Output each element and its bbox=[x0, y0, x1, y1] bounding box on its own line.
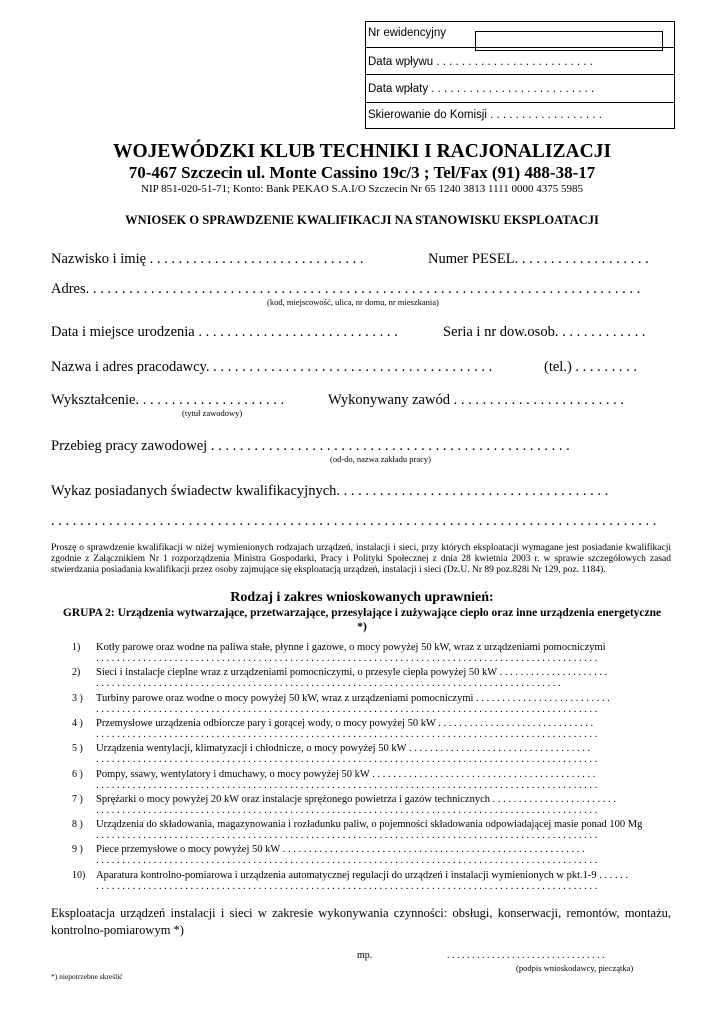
certificates-continuation-line[interactable]: . . . . . . . . . . . . . . . . . . . . . . . . . . . . . . . . . . . . . . . . . . . . . . . . . . . . . . . . . . . . . . . . . . . . . . . . . . . . . . . . . . . . bbox=[51, 513, 657, 529]
group-title: GRUPA 2: Urządzenia wytwarzające, przetwarzające, przesyłające i zużywające ciepło oraz inne urządzenia energetyczne *) bbox=[62, 607, 662, 633]
item-label[interactable]: Sprężarki o mocy powyżej 20 kW oraz instalacje sprężonego powietrza i gazów technicznych . . . . . . . . . . . . . . . . . . . . . . . . bbox=[96, 794, 616, 805]
item-number: 10) bbox=[72, 870, 86, 881]
item-fill-line[interactable]: . . . . . . . . . . . . . . . . . . . . . . . . . . . . . . . . . . . . . . . . . . . . . . . . . . . . . . . . . . . . . . . . . . . . . . . . . . . . . . . . . . . . . . . . . . . . . . . . bbox=[96, 653, 598, 664]
item-fill-line[interactable]: . . . . . . . . . . . . . . . . . . . . . . . . . . . . . . . . . . . . . . . . . . . . . . . . . . . . . . . . . . . . . . . . . . . . . . . . . . . . . . . . . . . . . . . . . . . . . . . . bbox=[96, 855, 598, 866]
item-number: 2) bbox=[72, 667, 81, 678]
item-label[interactable]: Przemysłowe urządzenia odbiorcze pary i gorącej wody, o mocy powyżej 50 kW . . . . . . . . . . . . . . . . . . . . . . . . . . . . . . bbox=[96, 718, 594, 729]
name-field[interactable]: Nazwisko i imię . . . . . . . . . . . . . . . . . . . . . . . . . . . . . . bbox=[51, 251, 364, 267]
birth-date-place-field[interactable]: Data i miejsce urodzenia . . . . . . . . . . . . . . . . . . . . . . . . . . . . bbox=[51, 324, 398, 340]
item-number: 4 ) bbox=[72, 718, 83, 729]
registry-divider bbox=[366, 102, 674, 103]
work-history-hint: (od-do, nazwa zakładu pracy) bbox=[330, 454, 432, 464]
item-fill-line[interactable]: . . . . . . . . . . . . . . . . . . . . . . . . . . . . . . . . . . . . . . . . . . . . . . . . . . . . . . . . . . . . . . . . . . . . . . . . . . . . . . . . . . . . . . . . . . . . . . . . bbox=[96, 805, 598, 816]
item-fill-line[interactable]: . . . . . . . . . . . . . . . . . . . . . . . . . . . . . . . . . . . . . . . . . . . . . . . . . . . . . . . . . . . . . . . . . . . . . . . . . . . . . . . . . . . . . . . . . . . . . . . . bbox=[96, 780, 598, 791]
item-label[interactable]: Sieci i instalacje cieplne wraz z urządzeniami pomocniczymi, o przesyle ciepła powyżej 50 kW . . . . . . . . . . . . . . . . . . . . . bbox=[96, 667, 608, 678]
id-card-field[interactable]: Seria i nr dow.osob. . . . . . . . . . . . . bbox=[443, 324, 646, 340]
registry-divider bbox=[366, 74, 674, 75]
registry-divider bbox=[366, 47, 674, 48]
signature-hint: (podpis wnioskodawcy, pieczątka) bbox=[516, 963, 634, 973]
item-label[interactable]: Urządzenia wentylacji, klimatyzacji i chłodnicze, o mocy powyżej 50 kW . . . . . . . . . . . . . . . . . . . . . . . . . . . . . . . . . . . bbox=[96, 743, 591, 754]
item-number: 7 ) bbox=[72, 794, 83, 805]
item-number: 9 ) bbox=[72, 844, 83, 855]
organization-name: WOJEWÓDZKI KLUB TECHNIKI I RACJONALIZACJI bbox=[112, 141, 612, 162]
item-label[interactable]: Turbiny parowe oraz wodne o mocy powyżej 50 kW, wraz z urządzeniami pomocniczymi . . . . . . . . . . . . . . . . . . . . . . . . . . bbox=[96, 693, 610, 704]
education-hint: (tytuł zawodowy) bbox=[182, 408, 243, 418]
item-number: 3 ) bbox=[72, 693, 83, 704]
scope-text: Eksploatacja urządzeń instalacji i sieci w zakresie wykonywania czynności: obsługi, konserwacji, remontów, montażu, kontrolno-pomiarowym *) bbox=[51, 906, 671, 937]
organization-nip: NIP 851-020-51-71; Konto: Bank PEKAO S.A.I/O Szczecin Nr 65 1240 3813 1111 0000 4375 5985 bbox=[141, 183, 583, 195]
item-label[interactable]: Aparatura kontrolno-pomiarowa i urządzenia automatycznej regulacji do urządzeń i instalacji wymienionych w pkt.1-9 . . . . . . bbox=[96, 870, 629, 881]
payment-date-label: Data wpłaty . . . . . . . . . . . . . . . . . . . . . . . . . . bbox=[368, 83, 595, 95]
item-label[interactable]: Pompy, ssawy, wentylatory i dmuchawy, o mocy powyżej 50 kW . . . . . . . . . . . . . . . . . . . . . . . . . . . . . . . . . . . . . . . . . . . bbox=[96, 769, 596, 780]
item-label[interactable]: Urządzenia do składowania, magazynowania i rozładunku paliw, o pojemności składowania odpowiadającej masie ponad 100 Mg bbox=[96, 819, 643, 830]
committee-referral-label: Skierowanie do Komisji . . . . . . . . . . . . . . . . . . bbox=[368, 109, 602, 121]
item-label[interactable]: Piece przemysłowe o mocy powyżej 50 kW . . . . . . . . . . . . . . . . . . . . . . . . . . . . . . . . . . . . . . . . . . . . . . . . . . . . . . . . . . bbox=[96, 844, 585, 855]
form-title: WNIOSEK O SPRAWDZENIE KWALIFIKACJI NA STANOWISKU EKSPLOATACJI bbox=[125, 213, 599, 227]
section-title: Rodzaj i zakres wnioskowanych uprawnień: bbox=[230, 590, 494, 605]
education-field[interactable]: Wykształcenie. . . . . . . . . . . . . . . . . . . . . bbox=[51, 392, 285, 408]
registry-number-label: Nr ewidencyjny bbox=[368, 27, 446, 39]
item-label[interactable]: Kotły parowe oraz wodne na paliwa stałe, płynne i gazowe, o mocy powyżej 50 kW, wraz z urządzeniami pomocniczymi bbox=[96, 642, 606, 653]
item-number: 8 ) bbox=[72, 819, 83, 830]
item-number: 5 ) bbox=[72, 743, 83, 754]
work-history-field[interactable]: Przebieg pracy zawodowej . . . . . . . . . . . . . . . . . . . . . . . . . . . . . . . . . . . . . . . . . . . . . . . . . . bbox=[51, 438, 570, 454]
address-hint: (kod, miejscowość, ulica, nr domu, nr mieszkania) bbox=[267, 297, 439, 307]
signature-field[interactable]: . . . . . . . . . . . . . . . . . . . . . . . . . . . . . . . . bbox=[447, 950, 605, 961]
address-field[interactable]: Adres. . . . . . . . . . . . . . . . . . . . . . . . . . . . . . . . . . . . . . . . . . . . . . . . . . . . . . . . . . . . . . . . . . . . . . . . . . . . . bbox=[51, 281, 641, 297]
item-fill-line[interactable]: . . . . . . . . . . . . . . . . . . . . . . . . . . . . . . . . . . . . . . . . . . . . . . . . . . . . . . . . . . . . . . . . . . . . . . . . . . . . . . . . . . . . . . . . . . . . . . . . bbox=[96, 729, 598, 740]
legal-request-text: Proszę o sprawdzenie kwalifikacji w niżej wymienionych rodzajach urządzeń, instalacji i sieci, przy których eksploatacji wymagane jest posiadanie kwalifikacji zgodnie z Załącznikiem Nr 1 rozporządzenia Ministra Gospodarki, Pracy i Polityki Społecznej z dnia 28 kwietnia 2003 r. w sprawie szczegółowych zasad stwierdzania posiadania kwalifikacji przez osoby zajmujące się eksploatacją urządzeń, instalacji i sieci (Dz.U. Nr 89 poz.828i Nr 129, poz. 1184). bbox=[51, 543, 671, 575]
item-number: 6 ) bbox=[72, 769, 83, 780]
intake-date-label: Data wpływu . . . . . . . . . . . . . . . . . . . . . . . . . bbox=[368, 56, 593, 68]
footnote: *) niepotrzebne skreślić bbox=[51, 972, 123, 981]
item-fill-line[interactable]: . . . . . . . . . . . . . . . . . . . . . . . . . . . . . . . . . . . . . . . . . . . . . . . . . . . . . . . . . . . . . . . . . . . . . . . . . . . . . . . . . . . . . . . . . bbox=[96, 678, 561, 689]
item-fill-line[interactable]: . . . . . . . . . . . . . . . . . . . . . . . . . . . . . . . . . . . . . . . . . . . . . . . . . . . . . . . . . . . . . . . . . . . . . . . . . . . . . . . . . . . . . . . . . . . . . . . . bbox=[96, 830, 598, 841]
profession-field[interactable]: Wykonywany zawód . . . . . . . . . . . . . . . . . . . . . . . . bbox=[328, 392, 624, 408]
item-fill-line[interactable]: . . . . . . . . . . . . . . . . . . . . . . . . . . . . . . . . . . . . . . . . . . . . . . . . . . . . . . . . . . . . . . . . . . . . . . . . . . . . . . . . . . . . . . . . . . . . . . . . bbox=[96, 704, 598, 715]
item-fill-line[interactable]: . . . . . . . . . . . . . . . . . . . . . . . . . . . . . . . . . . . . . . . . . . . . . . . . . . . . . . . . . . . . . . . . . . . . . . . . . . . . . . . . . . . . . . . . . . . . . . . . bbox=[96, 881, 598, 892]
registry-number-field[interactable] bbox=[475, 31, 663, 51]
item-fill-line[interactable]: . . . . . . . . . . . . . . . . . . . . . . . . . . . . . . . . . . . . . . . . . . . . . . . . . . . . . . . . . . . . . . . . . . . . . . . . . . . . . . . . . . . . . . . . . . . . . . . . bbox=[96, 754, 598, 765]
item-number: 1) bbox=[72, 642, 81, 653]
registry-box bbox=[365, 21, 675, 129]
pesel-field[interactable]: Numer PESEL. . . . . . . . . . . . . . . . . . . bbox=[428, 251, 649, 267]
employer-field[interactable]: Nazwa i adres pracodawcy. . . . . . . . . . . . . . . . . . . . . . . . . . . . . . . . . . . . . . . . bbox=[51, 359, 493, 375]
phone-field[interactable]: (tel.) . . . . . . . . . bbox=[544, 359, 638, 375]
organization-address: 70-467 Szczecin ul. Monte Cassino 19c/3 ; Tel/Fax (91) 488-38-17 bbox=[128, 163, 596, 182]
stamp-label: mp. bbox=[357, 950, 373, 961]
certificates-field[interactable]: Wykaz posiadanych świadectw kwalifikacyjnych. . . . . . . . . . . . . . . . . . . . . . . . . . . . . . . . . . . . . . bbox=[51, 483, 609, 499]
